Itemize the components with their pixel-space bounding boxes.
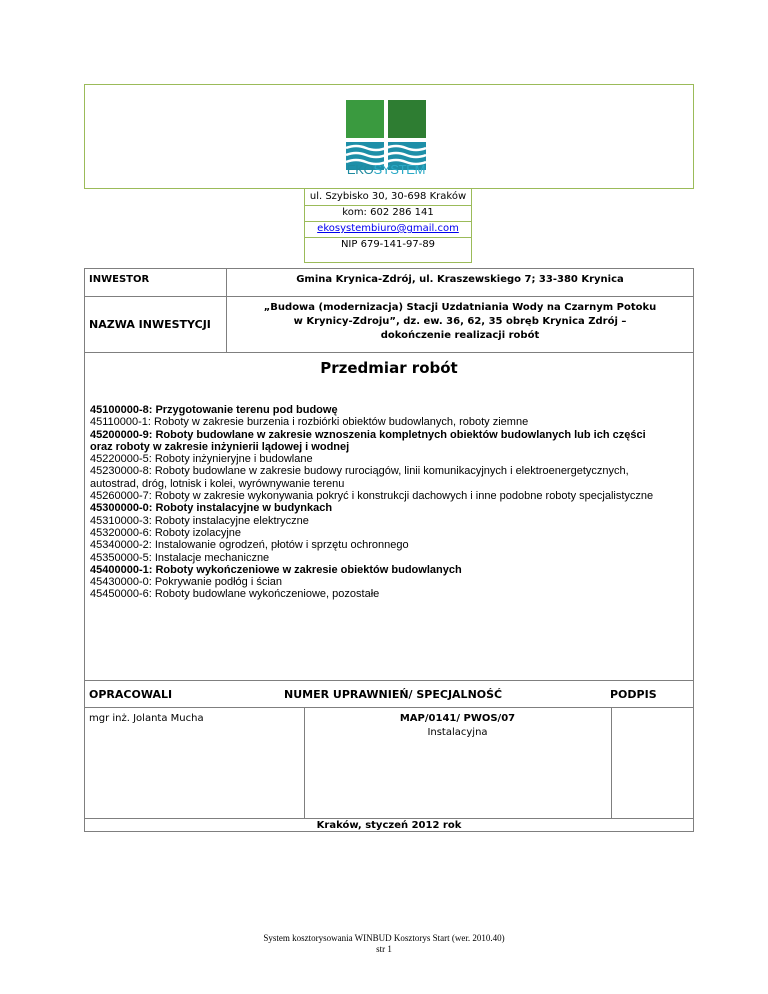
address-nip: NIP 679-141-97-89 xyxy=(340,239,436,250)
license-column-header: NUMER UPRAWNIEŃ/ SPECJALNOŚĆ xyxy=(284,688,503,701)
footer-system: System kosztorysowania WINBUD Kosztorys Start (wer. 2010.40) xyxy=(263,933,505,943)
place-date: Kraków, styczeń 2012 rok xyxy=(316,820,462,831)
investment-line-2: w Krynicy-Zdroju”, dz. ew. 36, 62, 35 obręb Krynica Zdrój – xyxy=(293,316,627,327)
table-rule xyxy=(84,296,694,297)
table-rule xyxy=(84,352,694,353)
investment-line-3: dokończenie realizacji robót xyxy=(380,330,540,341)
cpv-code-item: 45300000-0: Roboty instalacyjne w budynkach xyxy=(90,502,333,515)
table-rule xyxy=(304,707,305,818)
cpv-code-item: 45100000-8: Przygotowanie terenu pod budowę xyxy=(90,404,338,416)
investment-label: NAZWA INWESTYCJI xyxy=(89,318,211,331)
cpv-code-item: 45310000-3: Roboty instalacyjne elektryczne xyxy=(90,514,309,527)
cpv-code-item: 45220000-5: Roboty inżynieryjne i budowlane xyxy=(90,453,313,466)
address-divider xyxy=(304,221,472,222)
table-rule xyxy=(84,680,694,681)
signature-field xyxy=(611,707,694,818)
table-rule xyxy=(84,707,694,708)
address-divider xyxy=(304,237,472,238)
address-phone: kom: 602 286 141 xyxy=(342,207,434,218)
investment-line-1: „Budowa (modernizacja) Stacji Uzdatniania Wody na Czarnym Potoku xyxy=(263,302,657,313)
cpv-code-item: autostrad, dróg, lotnisk i kolei, wyrównywanie terenu xyxy=(90,477,345,490)
cpv-code-item: 45200000-9: Roboty budowlane w zakresie wznoszenia kompletnych obiektów budowlanych lub ich części xyxy=(90,428,646,441)
logo-eko: EKO xyxy=(346,162,374,177)
cpv-code-item: 45230000-8: Roboty budowlane w zakresie budowy rurociągów, linii komunikacyjnych i elektroenergetycznych, xyxy=(90,465,629,478)
cpv-code-item: 45450000-6: Roboty budowlane wykończeniowe, pozostałe xyxy=(90,588,380,601)
address-email-cell xyxy=(304,223,472,234)
author-column-header: OPRACOWALI xyxy=(89,688,173,701)
email-link[interactable]: ekosystembiuro@gmail.com xyxy=(317,223,459,234)
author-name: mgr inż. Jolanta Mucha xyxy=(89,713,204,724)
investor-label: INWESTOR xyxy=(89,274,150,285)
license-number: MAP/0141/ PWOS/07 xyxy=(399,713,516,724)
cpv-code-item: 45260000-7: Roboty w zakresie wykonywania pokryć i konstrukcji dachowych i inne podobne roboty specjalistyczne xyxy=(90,490,654,503)
address-divider xyxy=(304,205,472,206)
cpv-code-item: 45400000-1: Roboty wykończeniowe w zakresie obiektów budowlanych xyxy=(90,563,462,576)
cpv-code-item: 45110000-1: Roboty w zakresie burzenia i rozbiórki obiektów budowlanych, roboty ziemne xyxy=(90,416,529,429)
table-rule xyxy=(84,818,694,819)
license-specialty: Instalacyjna xyxy=(427,727,488,738)
address-street: ul. Szybisko 30, 30-698 Kraków xyxy=(309,191,467,202)
signature-column-header: PODPIS xyxy=(610,688,657,701)
cpv-code-item: 45430000-0: Pokrywanie podłóg i ścian xyxy=(90,576,283,589)
cpv-code-item: 45340000-2: Instalowanie ogrodzeń, płotów i sprzętu ochronnego xyxy=(90,539,409,552)
logo-system: SYSTEM xyxy=(373,162,426,177)
document-title: Przedmiar robót xyxy=(320,359,458,377)
investor-value: Gmina Krynica-Zdrój, ul. Kraszewskiego 7; 33-380 Krynica xyxy=(296,274,624,285)
cpv-code-item: 45350000-5: Instalacje mechaniczne xyxy=(90,551,270,564)
cpv-code-item: 45320000-6: Roboty izolacyjne xyxy=(90,526,242,539)
cpv-code-item: oraz roboty w zakresie inżynierii lądowej i wodnej xyxy=(90,440,350,453)
footer-page-number: str 1 xyxy=(376,944,392,954)
ekosystem-logo-text xyxy=(346,162,426,177)
table-rule xyxy=(226,268,227,352)
cpv-code-list xyxy=(90,404,690,601)
